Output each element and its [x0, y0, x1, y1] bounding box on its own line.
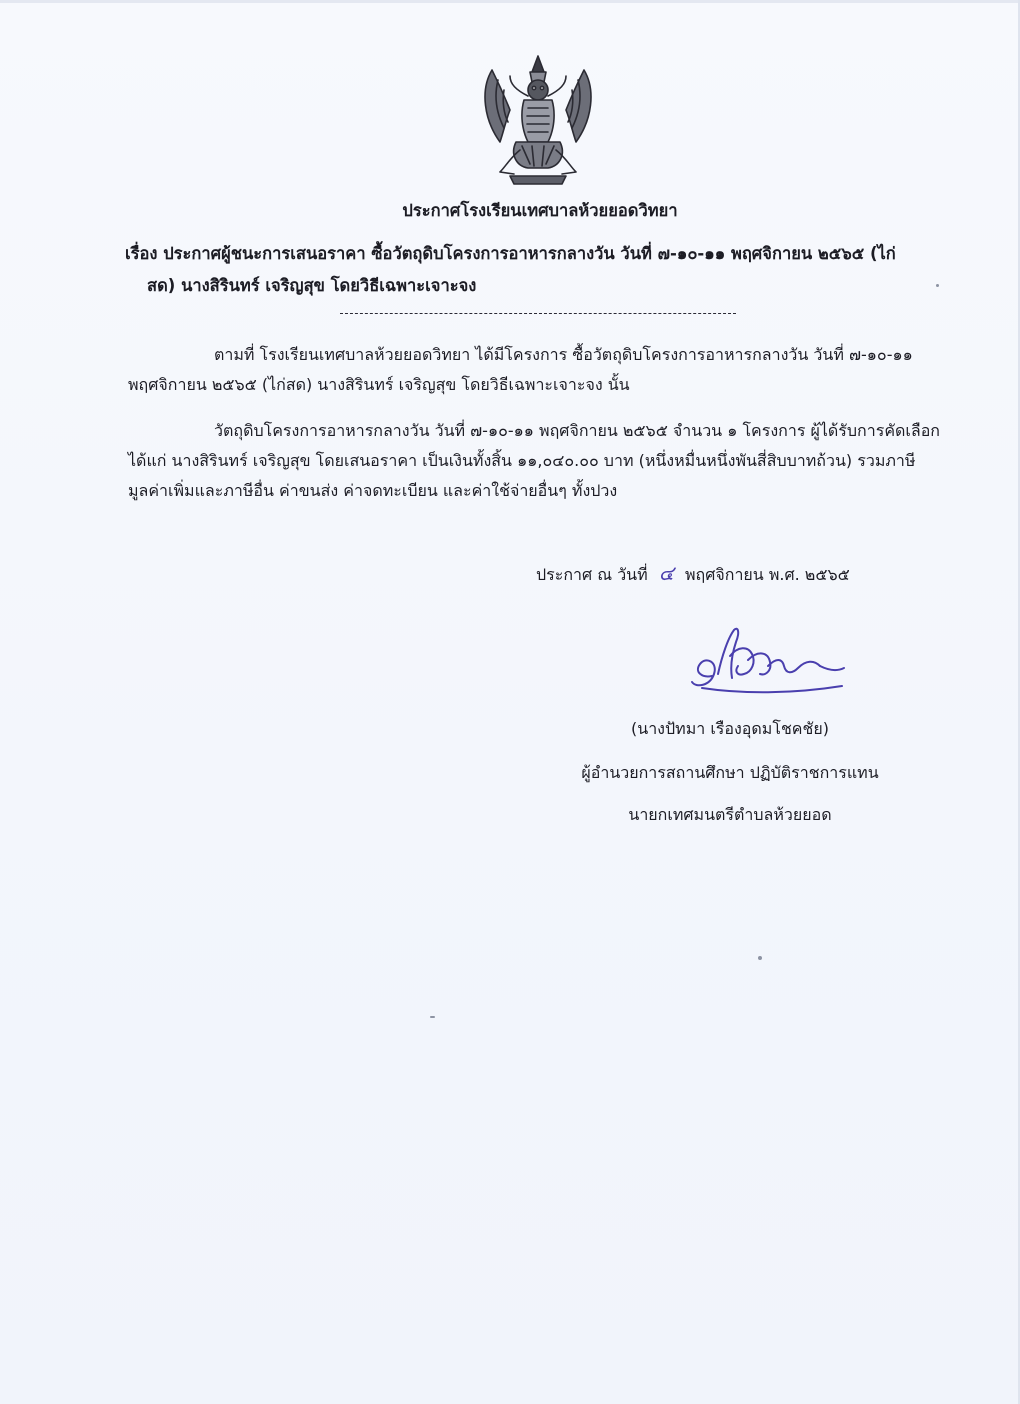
scan-speck — [936, 284, 939, 287]
announcement-subject — [125, 238, 945, 302]
date-prefix: ประกาศ ณ วันที่ — [536, 565, 648, 584]
paragraph-2-text: วัตถุดิบโครงการอาหารกลางวัน วันที่ ๗-๑๐-๑๑ พฤศจิกายน ๒๕๖๕ จำนวน ๑ โครงการ ผู้ได้รับการคัดเลือก ได้แก่ นางสิรินทร์ เจริญสุข โดยเสนอราคา เป็นเงินทั้งสิ้น ๑๑,๐๔๐.๐๐ บาท (หนึ่งหมื่นหนึ่งพันสี่สิบบาทถ้วน) รวมภาษีมูลค่าเพิ่มและภาษีอื่น ค่าขนส่ง ค่าจดทะเบียน และค่าใช้จ่ายอื่นๆ ทั้งปวง — [128, 421, 940, 500]
signature-icon — [672, 616, 862, 706]
paragraph-2 — [128, 416, 943, 506]
signer-name: (นางปัทมา เรืองอุดมโชคชัย) — [631, 719, 829, 738]
signer-role: ผู้อำนวยการสถานศึกษา ปฏิบัติราชการแทน — [581, 763, 879, 782]
scan-speck — [758, 956, 762, 960]
paragraph-1 — [128, 340, 943, 400]
dashed-divider — [340, 313, 736, 314]
date-suffix: พฤศจิกายน พ.ศ. ๒๕๖๕ — [684, 565, 850, 584]
announcement-date — [536, 560, 896, 588]
subject-line-1: เรื่อง ประกาศผู้ชนะการเสนอราคา ซื้อวัตถุดิบโครงการอาหารกลางวัน วันที่ ๗-๑๐-๑๑ พฤศจิกายน ๒๕๖๕ (ไก่ — [125, 244, 896, 263]
announcement-heading: ประกาศโรงเรียนเทศบาลห้วยยอดวิทยา — [402, 201, 678, 220]
garuda-emblem-icon — [470, 50, 606, 190]
scan-edge — [0, 0, 1020, 3]
signer-title: นายกเทศมนตรีตำบลห้วยยอด — [628, 805, 832, 824]
subject-line-2 — [125, 270, 945, 302]
subject-line-2-text: สด) นางสิรินทร์ เจริญสุข โดยวิธีเฉพาะเจาะจง — [147, 276, 477, 295]
paragraph-1-text: ตามที่ โรงเรียนเทศบาลห้วยยอดวิทยา ได้มีโครงการ ซื้อวัตถุดิบโครงการอาหารกลางวัน วันที่ ๗-๑๐-๑๑ พฤศจิกายน ๒๕๖๕ (ไก่สด) นางสิรินทร์ เจริญสุข โดยวิธีเฉพาะเจาะจง นั้น — [128, 345, 913, 394]
date-day-handwritten: ๔ — [658, 561, 674, 585]
scan-speck — [430, 1016, 435, 1018]
